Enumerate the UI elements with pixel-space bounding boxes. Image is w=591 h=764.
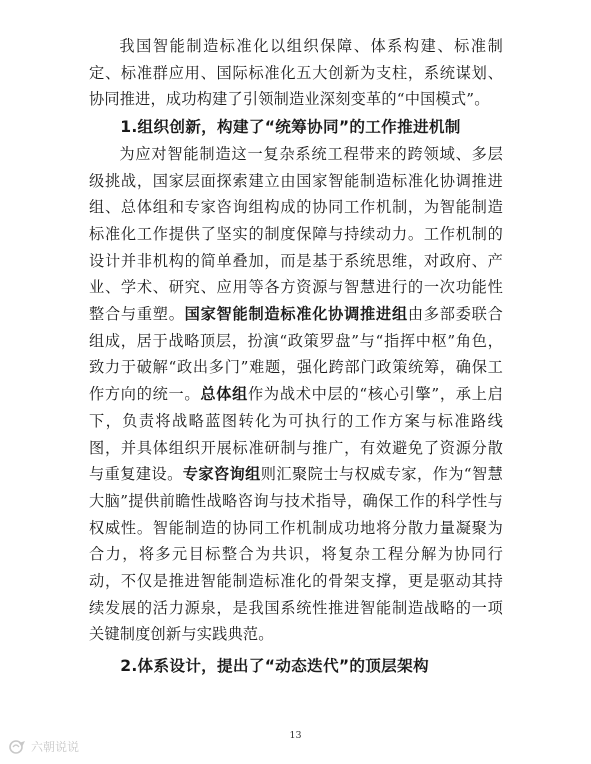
term-general-group: 总体组 <box>200 385 249 404</box>
section1-paragraph <box>89 141 503 648</box>
section1-text-part4: 则汇聚院士与权威专家，作为“智慧大脑”提供前瞻性战略咨询与技术指导，确保工作的科学性与权威性。智能制造的协同工作机制成功地将分散力量凝聚为合力，将多元目标整合为共识，将复杂工程分解为协同行动，不仅是推进智能制造标准化的骨架支撑，更是驱动其持续发展的活力源泉，是我国系统性推进智能制造战略的一项关键制度创新与实践典范。 <box>89 465 504 644</box>
section1-heading: 1.组织创新，构建了“统筹协同”的工作推进机制 <box>120 118 461 137</box>
page-content <box>89 33 503 680</box>
section1-text-part2: 由多部委联合组成，居于战略顶层，扮演“政策罗盘”与“指挥中枢”角色，致力于破解“政出多门”难题，强化跨部门政策统筹，确保工作方向的统一。 <box>89 305 503 404</box>
section1-text-part3: 作为战术中层的“核心引擎”，承上启下，负责将战略蓝图转化为可执行的工作方案与标准路线图，并具体组织开展标准研制与推广，有效避免了资源分散与重复建设。 <box>89 385 503 484</box>
page-number: 13 <box>289 730 302 741</box>
section1-text-part1: 为应对智能制造这一复杂系统工程带来的跨领域、多层级挑战，国家层面探索建立由国家智能制造标准化协调推进组、总体组和专家咨询组构成的协同工作机制，为智能制造标准化工作提供了坚实的制度保障与持续动力。工作机制的设计并非机构的简单叠加，而是基于系统思维，对政府、产业、学术、研究、应用等各方资源与智慧进行的一次功能性整合与重塑。 <box>89 144 503 324</box>
term-coordination-group: 国家智能制造标准化协调推进组 <box>184 305 408 324</box>
term-expert-group: 专家咨询组 <box>182 465 261 484</box>
intro-paragraph: 我国智能制造标准化以组织保障、体系构建、标准制定、标准群应用、国际标准化五大创新为支柱，系统谋划、协同推进，成功构建了引领制造业深刻变革的“中国模式”。 <box>89 37 503 109</box>
watermark-text: 六朝说说 <box>31 740 80 754</box>
watermark-logo-icon <box>8 739 28 755</box>
section2-heading: 2.体系设计，提出了“动态迭代”的顶层架构 <box>120 657 429 676</box>
watermark <box>8 738 79 755</box>
